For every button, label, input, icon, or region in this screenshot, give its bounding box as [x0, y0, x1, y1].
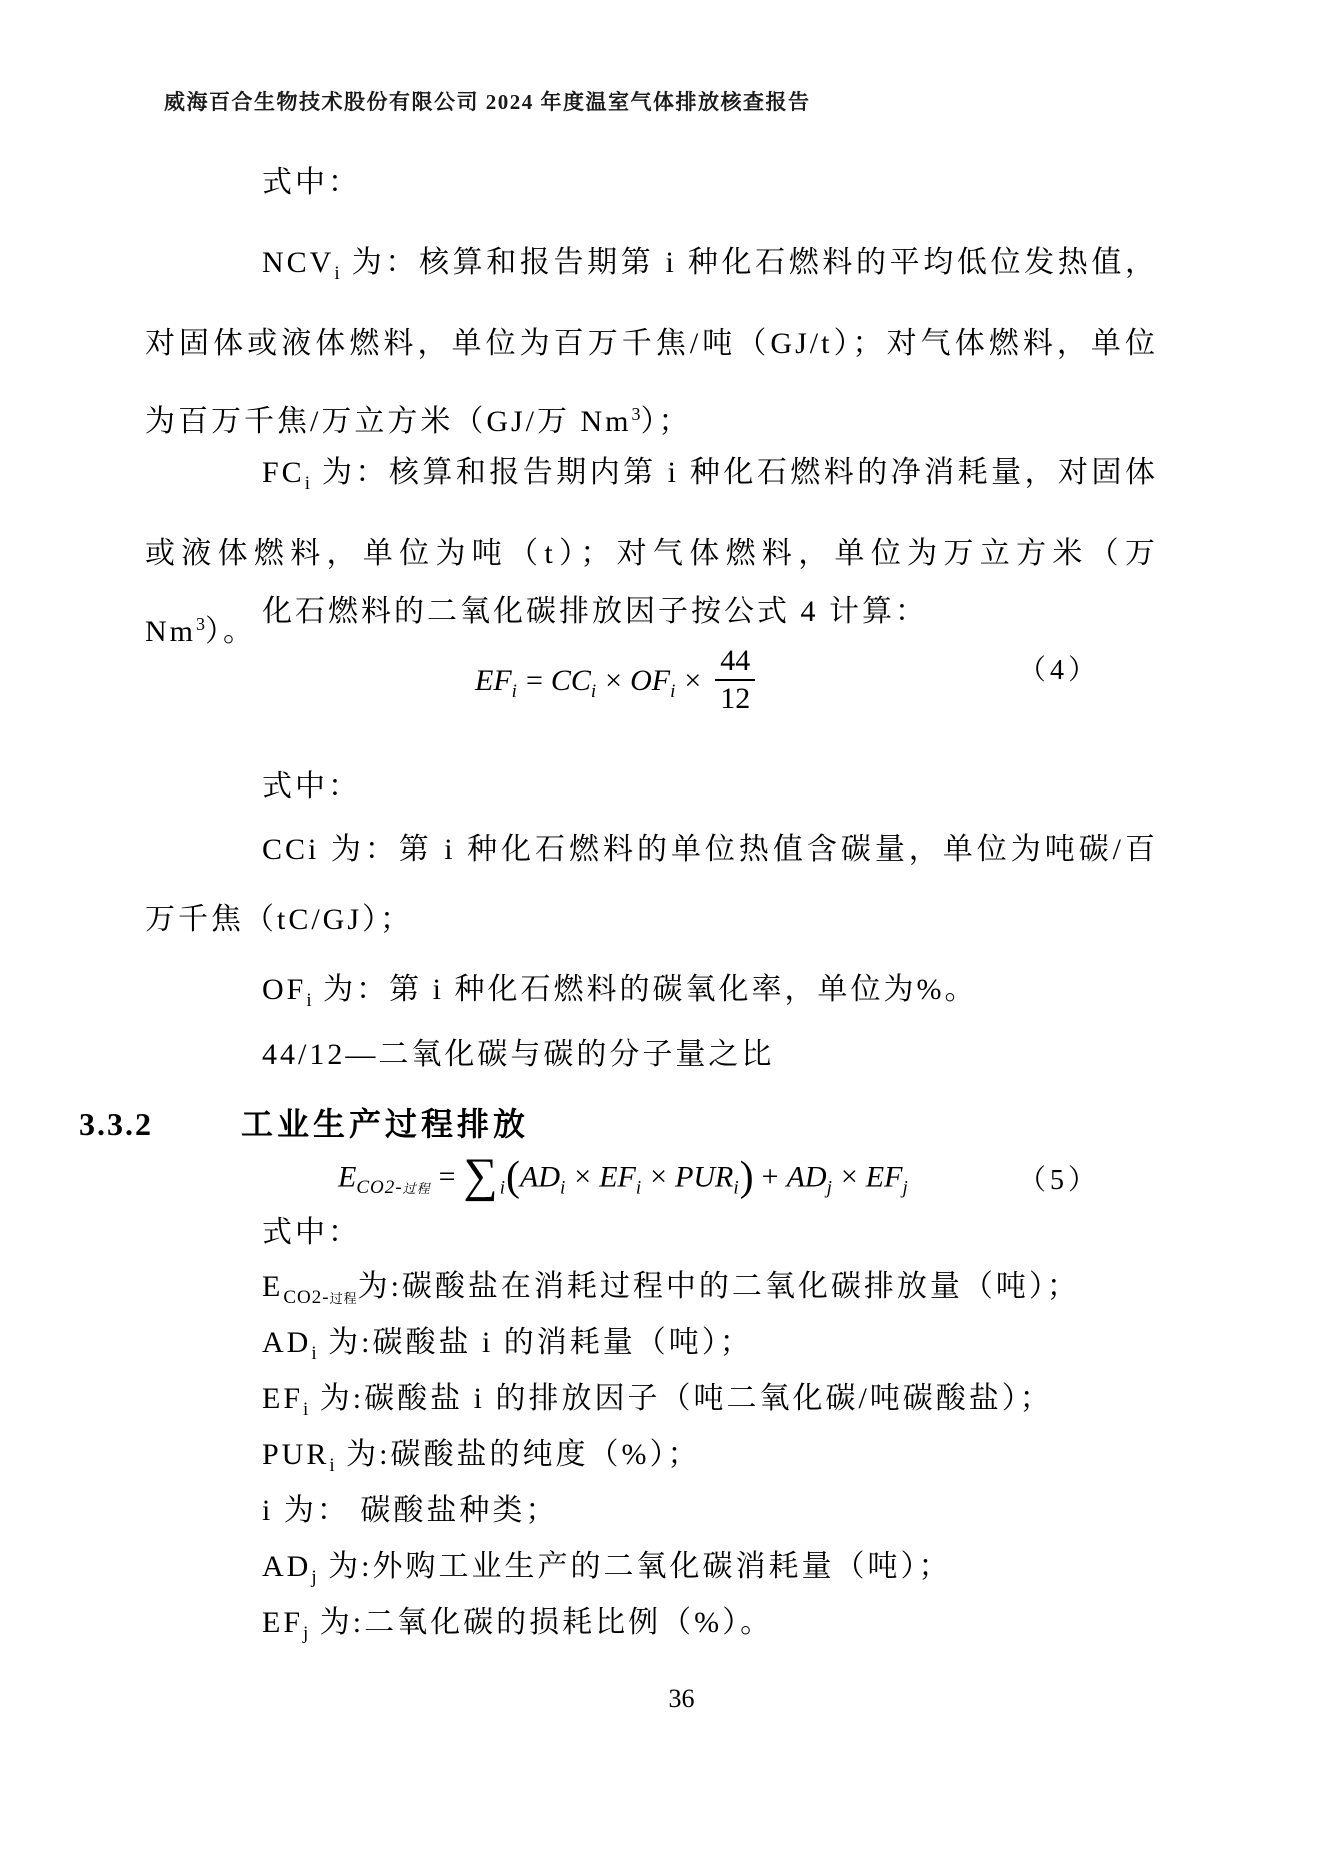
definition-adi — [145, 1323, 1185, 1374]
f4-term2: OF — [630, 663, 671, 697]
fc-superscript: 3 — [196, 614, 205, 634]
f5-term2-sub: i — [635, 1177, 643, 1199]
eco2-subscript — [283, 1287, 357, 1308]
f5-term4: AD — [786, 1160, 827, 1194]
efj-symbol: EF — [262, 1606, 304, 1639]
ncv-tail: ）； — [640, 405, 692, 438]
eco2-symbol: E — [262, 1270, 284, 1303]
f5-term3-sub: i — [733, 1177, 740, 1199]
f5-plus: + — [761, 1160, 779, 1194]
f4-term1-sub: i — [590, 680, 598, 702]
f5-sigma-sub: i — [499, 1177, 506, 1199]
ncv-symbol: NCV — [262, 246, 335, 279]
f4-fraction — [715, 645, 755, 715]
paragraph-ncv-definition — [145, 228, 1158, 457]
f4-equals: = — [525, 663, 543, 697]
fc-subscript: i — [304, 473, 311, 494]
efi-text: 为:碳酸盐 i 的排放因子（吨二氧化碳/吨碳酸盐）； — [309, 1382, 1053, 1415]
adi-subscript: i — [311, 1343, 318, 1364]
fc-tail: ）。 — [205, 615, 256, 648]
fc-text: 为：核算和报告期内第 i 种化石燃料的净消耗量，对固体或液体燃料，单位为吨（t）；对气体燃料，单位为万立方米（万 Nm — [145, 456, 1158, 648]
formula-5-number: （5） — [1018, 1165, 1101, 1196]
adj-subscript: j — [311, 1567, 318, 1588]
f5-term4-sub: j — [826, 1177, 833, 1199]
f5-lhs-sub-co2: CO2- — [356, 1177, 403, 1199]
eco2-text: 为:碳酸盐在消耗过程中的二氧化碳排放量（吨）； — [357, 1270, 1080, 1303]
f5-term5: EF — [865, 1160, 903, 1194]
f4-fraction-denominator: 12 — [720, 682, 751, 715]
adj-symbol: AD — [262, 1550, 312, 1583]
efj-subscript: j — [303, 1623, 310, 1644]
f4-fraction-numerator: 44 — [715, 645, 755, 681]
formula-legend-label-3: 式中： — [262, 1216, 361, 1249]
f4-term1: CC — [550, 663, 591, 697]
section-number: 3.3.2 — [79, 1106, 153, 1142]
f5-lhs-sub — [356, 1177, 430, 1198]
f5-lhs-sub-process: 过程 — [402, 1181, 431, 1197]
f4-times-2: × — [684, 663, 702, 697]
f5-times-1: × — [574, 1160, 592, 1194]
definition-puri — [145, 1435, 1185, 1486]
f5-equals: = — [438, 1160, 456, 1194]
f5-sigma: ∑ — [463, 1149, 498, 1202]
definition-efi — [145, 1379, 1185, 1430]
f5-right-paren: ) — [739, 1153, 754, 1200]
efi-subscript: i — [303, 1399, 310, 1420]
section-heading-332 — [79, 1099, 529, 1145]
ncv-superscript: 3 — [631, 404, 641, 424]
definition-eco2 — [145, 1267, 1185, 1319]
adj-text: 为:外购工业生产的二氧化碳消耗量（吨）； — [317, 1550, 952, 1583]
puri-symbol: PUR — [262, 1438, 330, 1471]
f4-lhs-sub: i — [511, 680, 518, 702]
definition-i-type: i 为： 碳酸盐种类； — [262, 1494, 559, 1527]
f4-term2-sub: i — [670, 680, 677, 702]
formula-4 — [475, 645, 757, 721]
puri-text: 为:碳酸盐的纯度（%）； — [335, 1438, 701, 1471]
formula-4-number: （4） — [1018, 655, 1101, 686]
page-number: 36 — [668, 1684, 695, 1713]
f5-term1-sub: i — [560, 1177, 567, 1199]
f5-times-3: × — [840, 1160, 858, 1194]
f5-lhs: E — [338, 1160, 357, 1194]
f5-times-2: × — [650, 1160, 668, 1194]
eco2-sub-co2: CO2- — [283, 1287, 330, 1308]
paragraph-ratio-4412: 44/12—二氧化碳与碳的分子量之比 — [262, 1038, 775, 1071]
ofi-symbol: OF — [262, 973, 307, 1006]
ofi-text: 为：第 i 种化石燃料的碳氧化率，单位为%。 — [312, 973, 978, 1006]
formula-legend-label-2: 式中： — [262, 770, 361, 803]
ncv-subscript: i — [334, 263, 341, 284]
f4-times-1: × — [605, 663, 623, 697]
definition-adj — [145, 1547, 1185, 1598]
ncv-text: 为：核算和报告期第 i 种化石燃料的平均低位发热值，对固体或液体燃料，单位为百万千焦/吨（GJ/t）；对气体燃料，单位为百万千焦/万立方米（GJ/万 Nm — [145, 246, 1158, 438]
adi-text: 为:碳酸盐 i 的消耗量（吨）； — [317, 1326, 753, 1359]
paragraph-cci-definition: CCi 为：第 i 种化石燃料的单位热值含碳量，单位为吨碳/百万千焦（tC/GJ）； — [145, 833, 1158, 936]
formula-4-intro: 化石燃料的二氧化碳排放因子按公式 4 计算： — [262, 595, 928, 628]
fc-symbol: FC — [262, 456, 305, 489]
efi-symbol: EF — [262, 1382, 304, 1415]
f5-term3: PUR — [675, 1160, 734, 1194]
f5-term5-sub: j — [902, 1177, 909, 1199]
f5-term1: AD — [520, 1160, 560, 1194]
page-header-title: 威海百合生物技术股份有限公司 2024 年度温室气体排放核查报告 — [164, 90, 811, 114]
eco2-sub-process: 过程 — [329, 1291, 358, 1306]
f5-left-paren: ( — [506, 1153, 520, 1200]
f4-lhs: EF — [475, 663, 512, 697]
definition-efj — [145, 1603, 1185, 1654]
formula-legend-label-1: 式中： — [262, 166, 361, 199]
ofi-subscript: i — [306, 990, 313, 1011]
efj-text: 为:二氧化碳的损耗比例（%）。 — [309, 1606, 774, 1639]
puri-subscript: i — [329, 1455, 336, 1476]
adi-symbol: AD — [262, 1326, 312, 1359]
f5-term2: EF — [599, 1160, 636, 1194]
section-title: 工业生产过程排放 — [241, 1106, 530, 1142]
